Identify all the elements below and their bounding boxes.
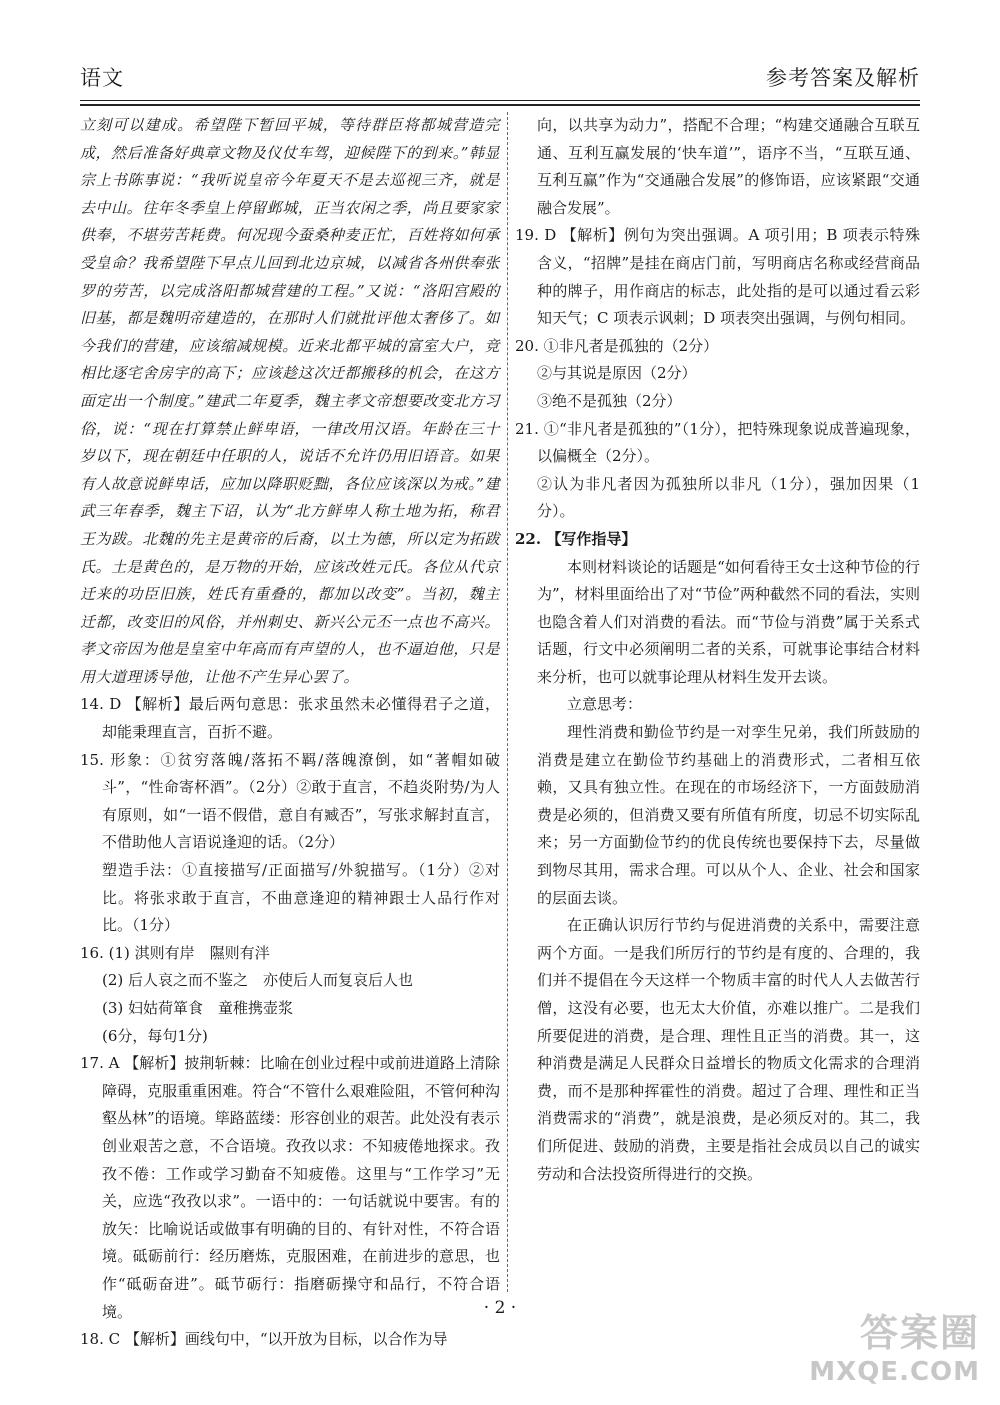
section-title: 参考答案及解析 xyxy=(766,66,920,90)
column-divider xyxy=(507,112,508,1292)
right-column xyxy=(515,112,920,1188)
header-rule xyxy=(80,100,920,101)
subject-label: 语文 xyxy=(80,66,124,90)
answer-15-image: 15. 形象：①贫穷落魄/落拓不羁/落魄潦倒，如“著帽如破斗”，“性命寄杯酒”。（2分）②敢于直言，不趋炎附势/为人有原则，如“一语不假借，意自有臧否”，写张求解封直言，不借助他人言语说逢迎的话。（2分） xyxy=(80,750,500,852)
page-number: · 2 · xyxy=(483,1298,517,1318)
answer-18-continued: 向，以共享为动力”，搭配不合理；“构建交通融合互联互通、互利互赢发展的‘快车道’”，语序不当，“互联互通、互利互赢”作为“交通融合发展”的修饰语，应该紧跟“交通融合发展”。 xyxy=(537,116,920,217)
answer-16-1: 16. (1) 淇则有岸 隰则有泮 xyxy=(80,943,270,962)
answer-15-technique: 塑造手法：①直接描写/正面描写/外貌描写。（1分）②对比。将张求敢于直言，不曲意逢迎的精神跟士人品行作对比。（1分） xyxy=(102,861,500,935)
header-rule-thick xyxy=(80,104,920,106)
answer-19: 19. D 【解析】例句为突出强调。A 项引用；B 项表示特殊含义，“招牌”是挂在商店门前，写明商店名称或经营商品种的牌子，用作商店的标志，此处指的是可以通过看云彩知天气；C 项表示讽刺；D 项表突出强调，与例句相同。 xyxy=(515,226,920,328)
answer-20-2: ②与其说是原因（2分） xyxy=(537,364,697,383)
answer-16-3: (3) 妇姑荷箪食 童稚携壶浆 xyxy=(102,999,294,1017)
answer-21-1: 21. ①“非凡者是孤独的”（1分），把特殊现象说成普遍现象，以偏概全（2分）。 xyxy=(515,419,920,466)
answer-22-paragraph-3: 在正确认识厉行节约与促进消费的关系中，需要注意两个方面。一是我们所厉行的节约是有度的、合理的，我们并不提倡在今天这样一个物质丰富的时代人人去做苦行僧，这没有必要，也无太大价值，亦难以推广。二是我们所要促进的消费，是合理、理性且正当的消费。其一，这种消费是满足人民群众日益增长的物质文化需求的合理消费，而不是那种挥霍性的消费。超过了合理、理性和正当消费需求的“消费”，就是浪费，是必须反对的。其二，我们所促进、鼓励的消费，主要是指社会成员以自己的诚实劳动和合法投资所得进行的交换。 xyxy=(537,916,920,1183)
watermark-url: MXQE.COM xyxy=(809,1357,980,1387)
watermark-logo: 答案圈 xyxy=(859,1311,980,1355)
left-column xyxy=(80,112,500,1354)
page-header xyxy=(80,62,920,92)
answer-22-heading: 立意思考： xyxy=(567,695,643,714)
answer-17: 17. A 【解析】披荆斩棘：比喻在创业过程中或前进道路上清除障碍，克服重重困难。符合“不管什么艰难险阻，不管何种沟壑丛林”的语境。筚路蓝缕：形容创业的艰苦。此处没有表示创业艰苦之意，不合语境。孜孜以求：不知疲倦地探求。孜孜不倦：工作或学习勤奋不知疲倦。这里与“工作学习”无关，应选“孜孜以求”。一语中的：一句话就说中要害。有的放矢：比喻说话或做事有明确的目的、有针对性，不符合语境。砥砺前行：经历磨炼，克服困难，在前进步的意思，也作“砥砺奋进”。砥节砺行：指磨砺操守和品行，不符合语境。 xyxy=(80,1054,500,1321)
site-watermark xyxy=(809,1302,980,1387)
answer-22-paragraph-2: 理性消费和勤俭节约是一对孪生兄弟，我们所鼓励的消费是建立在勤俭节约基础上的消费形式，二者相互依赖，又具有独立性。在现在的市场经济下，一方面鼓励消费是必须的，但消费又要有所值有所度，切忌不切实际乱来；另一方面勤俭节约的优良传统也要保持下去，尽量做到物尽其用，需求合理。可以从个人、企业、社会和国家的层面去谈。 xyxy=(537,723,920,907)
answer-21-2: ②认为非凡者因为孤独所以非凡（1分），强加因果（1分）。 xyxy=(537,474,920,521)
answer-22-paragraph-1: 本则材料谈论的话题是“如何看待王女士这种节俭的行为”，材料里面给出了对“节俭”两种截然不同的看法，实则也隐含着人们对消费的看法。而“节俭与消费”属于关系式话题，行文中必须阐明二者的关系，可就事论事结合材料来分析，也可以就事论理从材料生发开去谈。 xyxy=(537,557,921,686)
answer-16-2: (2) 后人哀之而不鉴之 亦使后人而复哀后人也 xyxy=(102,971,414,990)
answer-14: 14. D 【解析】最后两句意思：张求虽然未必懂得君子之道，却能秉理直言，百折不避。 xyxy=(80,695,500,742)
translation-passage: 立刻可以建成。希望陛下暂回平城，等待群臣将都城营造完成，然后准备好典章文物及仪仗车驾，迎候陛下的到来。”韩显宗上书陈事说：“我听说皇帝今年夏天不是去巡视三齐，就是去中山。往年冬季皇上停留邺城，正当农闲之季，尚且要家家供奉，不堪劳苦耗费。何况现今蚕桑种麦正忙，百姓将如何承受皇命？我希望陛下早点儿回到北边京城，以减省各州供奉张罗的劳苦，以完成洛阳都城营建的工程。”又说：“洛阳宫殿的旧基，都是魏明帝建造的，在那时人们就批评他太奢侈了。如今我们的营建，应该缩减规模。近来北都平城的富室大户，竞相比逐宅舍房宇的高下；应该趁这次迁都搬移的机会，在这方面定出一个制度。”建武二年夏季，魏主孝文帝想要改变北方习俗，说：“现在打算禁止鲜卑语，一律改用汉语。年龄在三十岁以下，现在朝廷中任职的人，说话不允许仍用旧语音。如果有人故意说鲜卑话，应加以降职贬黜，各位应该深以为戒。”建武三年春季，魏主下诏，认为“北方鲜卑人称土地为拓，称君王为跋。北魏的先主是黄帝的后裔，以土为德，所以定为拓跋氏。土是黄色的，是万物的开始，应该改姓元氏。各位从代京迁来的功臣旧族，姓氏有重叠的，都加以改变”。当初，魏主迁都，改变旧的风俗，并州刺史、新兴公元丕一点也不高兴。孝文帝因为他是皇室中年高而有声望的人，也不逼迫他，只是用大道理诱导他，让他不产生异心罢了。 xyxy=(80,116,500,686)
answer-22-title: 22. 【写作指导】 xyxy=(515,529,637,548)
answer-20-1: 20. ①非凡者是孤独的（2分） xyxy=(515,336,719,355)
answer-20-3: ③绝不是孤独（2分） xyxy=(537,391,682,410)
answer-18: 18. C 【解析】画线句中，“以开放为目标，以合作为导 xyxy=(80,1330,448,1349)
answer-16-score: (6分，每句1分) xyxy=(102,1026,208,1045)
